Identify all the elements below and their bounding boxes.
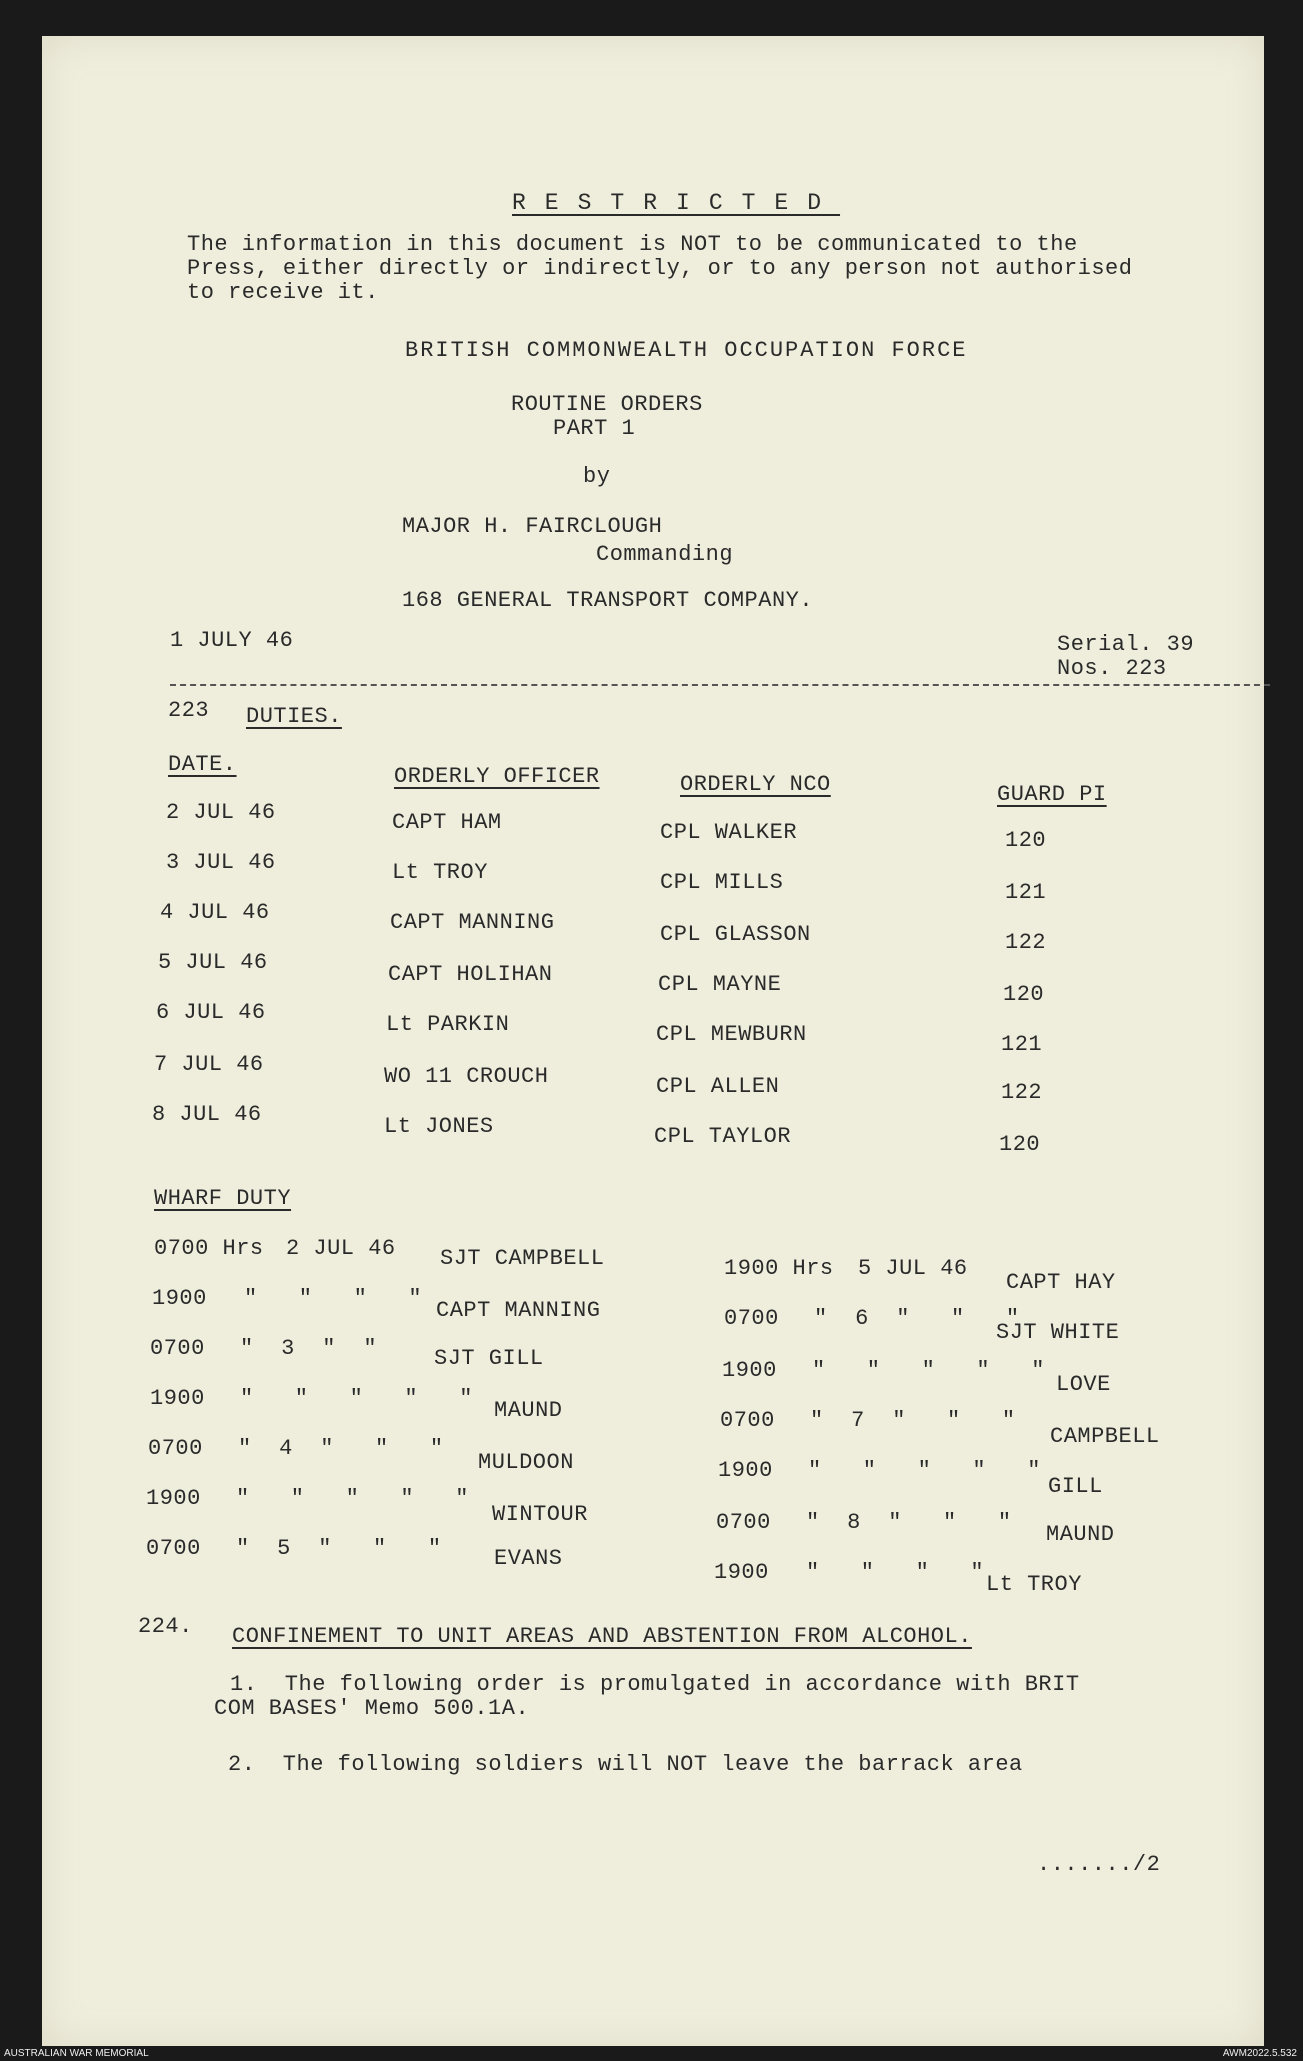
row-nco: CPL TAYLOR <box>654 1124 792 1149</box>
wharf-time: 1900 <box>152 1286 207 1311</box>
wharf-time: 0700 <box>720 1408 775 1433</box>
wharf-time: 0700 <box>716 1510 771 1535</box>
commander-name: MAJOR H. FAIRCLOUGH <box>402 514 663 539</box>
row-nco: CPL MAYNE <box>658 972 782 997</box>
row-officer: Lt JONES <box>384 1114 494 1139</box>
wharf-time: 1900 <box>718 1458 773 1483</box>
section-224-para1-line1: 1. The following order is promulgated in accordance with BRIT <box>230 1672 1080 1697</box>
section-224-para2: 2. The following soldiers will NOT leave the barrack area <box>228 1752 1023 1777</box>
row-nco: CPL MILLS <box>660 870 784 895</box>
wharf-day: " " " " " <box>240 1386 473 1411</box>
wharf-day: " 7 " " " <box>810 1408 1016 1433</box>
serial-number: Serial. 39 <box>1057 632 1195 657</box>
row-nco: CPL GLASSON <box>660 922 811 947</box>
force-title: BRITISH COMMONWEALTH OCCUPATION FORCE <box>405 338 968 363</box>
wharf-time: 1900 <box>150 1386 205 1411</box>
row-nco: CPL ALLEN <box>656 1074 780 1099</box>
row-officer: Lt TROY <box>392 860 488 885</box>
row-date: 6 JUL 46 <box>156 1000 266 1025</box>
wharf-name: MAUND <box>1046 1522 1115 1547</box>
row-officer: CAPT HOLIHAN <box>388 962 553 987</box>
wharf-duty-title: WHARF DUTY <box>154 1186 292 1211</box>
row-date: 5 JUL 46 <box>158 950 268 975</box>
wharf-day: " 8 " " " <box>806 1510 1012 1535</box>
wharf-day: " 6 " " " <box>814 1306 1020 1331</box>
by-label: by <box>583 464 611 489</box>
row-guard: 121 <box>1005 880 1047 905</box>
wharf-name: MULDOON <box>478 1450 574 1475</box>
section-224-para1-line2: COM BASES' Memo 500.1A. <box>214 1696 530 1721</box>
wharf-name: Lt TROY <box>986 1572 1082 1597</box>
wharf-day: " " " " <box>244 1286 423 1311</box>
wharf-time: 0700 <box>724 1306 779 1331</box>
row-date: 7 JUL 46 <box>154 1052 264 1077</box>
wharf-day: 2 JUL 46 <box>286 1236 396 1261</box>
wharf-time: 1900 <box>146 1486 201 1511</box>
notice-line-3: to receive it. <box>187 280 379 305</box>
row-officer: CAPT HAM <box>392 810 502 835</box>
wharf-day: " " " " " <box>808 1458 1041 1483</box>
wharf-time: 1900 Hrs <box>724 1256 834 1281</box>
footer-archive: AUSTRALIAN WAR MEMORIAL <box>4 2048 149 2059</box>
wharf-day: " 5 " " " <box>236 1536 442 1561</box>
wharf-name: MAUND <box>494 1398 563 1423</box>
footer-reference: AWM2022.5.532 <box>1222 2048 1297 2059</box>
wharf-time: 0700 <box>146 1536 201 1561</box>
order-numbers: Nos. 223 <box>1057 656 1167 681</box>
row-guard: 120 <box>1005 828 1047 853</box>
wharf-name: CAPT MANNING <box>436 1298 601 1323</box>
row-officer: Lt PARKIN <box>386 1012 510 1037</box>
row-guard: 120 <box>1003 982 1045 1007</box>
wharf-name: WINTOUR <box>492 1502 588 1527</box>
wharf-time: 0700 Hrs <box>154 1236 264 1261</box>
order-date: 1 JULY 46 <box>170 628 294 653</box>
row-guard: 120 <box>999 1132 1041 1157</box>
wharf-time: 1900 <box>714 1560 769 1585</box>
header-divider <box>170 684 1270 686</box>
row-nco: CPL WALKER <box>660 820 798 845</box>
wharf-day: " " " " " <box>236 1486 469 1511</box>
notice-line-2: Press, either directly or indirectly, or to any person not authorised <box>187 256 1133 281</box>
company-name: 168 GENERAL TRANSPORT COMPANY. <box>402 588 814 613</box>
part-title: PART 1 <box>553 416 636 441</box>
row-date: 3 JUL 46 <box>166 850 276 875</box>
row-officer: WO 11 CROUCH <box>384 1064 549 1089</box>
duties-title: DUTIES. <box>246 704 342 729</box>
wharf-time: 0700 <box>150 1336 205 1361</box>
row-date: 2 JUL 46 <box>166 800 276 825</box>
wharf-day: " 3 " " <box>240 1336 378 1361</box>
row-guard: 121 <box>1001 1032 1043 1057</box>
wharf-day: " 4 " " " <box>238 1436 444 1461</box>
wharf-time: 0700 <box>148 1436 203 1461</box>
duties-number: 223 <box>168 698 210 723</box>
wharf-name: SJT WHITE <box>996 1320 1120 1345</box>
wharf-name: SJT CAMPBELL <box>440 1246 605 1271</box>
notice-line-1: The information in this document is NOT to be communicated to the <box>187 232 1078 257</box>
row-officer: CAPT MANNING <box>390 910 555 935</box>
page-continuation-marker: ......./2 <box>1037 1852 1161 1877</box>
row-guard: 122 <box>1005 930 1047 955</box>
section-224-number: 224. <box>138 1614 193 1639</box>
wharf-time: 1900 <box>722 1358 777 1383</box>
wharf-name: LOVE <box>1056 1372 1111 1397</box>
routine-orders-title: ROUTINE ORDERS <box>511 392 703 417</box>
wharf-name: GILL <box>1048 1474 1103 1499</box>
wharf-day: 5 JUL 46 <box>858 1256 968 1281</box>
commanding-label: Commanding <box>596 542 734 567</box>
col-orderly-officer: ORDERLY OFFICER <box>394 764 600 789</box>
section-224-title: CONFINEMENT TO UNIT AREAS AND ABSTENTION FROM ALCOHOL. <box>232 1624 972 1649</box>
wharf-day: " " " " " <box>812 1358 1045 1383</box>
col-guard: GUARD PI <box>997 782 1107 807</box>
row-date: 4 JUL 46 <box>160 900 270 925</box>
wharf-name: CAPT HAY <box>1006 1270 1116 1295</box>
wharf-name: EVANS <box>494 1546 563 1571</box>
restricted-heading: RESTRICTED <box>512 190 841 216</box>
row-guard: 122 <box>1001 1080 1043 1105</box>
wharf-day: " " " " <box>806 1560 985 1585</box>
col-date: DATE. <box>168 752 237 777</box>
row-nco: CPL MEWBURN <box>656 1022 807 1047</box>
wharf-name: CAMPBELL <box>1050 1424 1160 1449</box>
col-orderly-nco: ORDERLY NCO <box>680 772 831 797</box>
wharf-name: SJT GILL <box>434 1346 544 1371</box>
row-date: 8 JUL 46 <box>152 1102 262 1127</box>
